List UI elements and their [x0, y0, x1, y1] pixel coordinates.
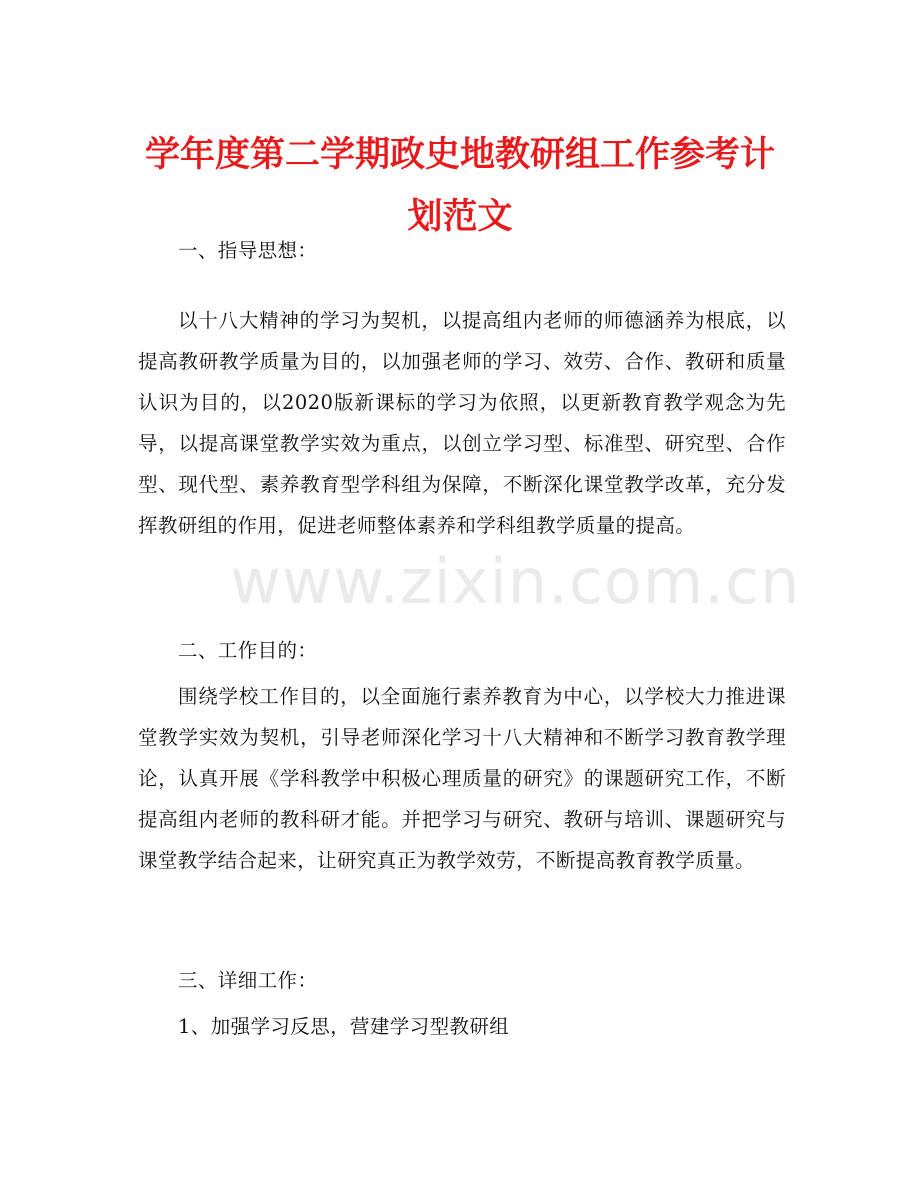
document-title-line-2: 划范文 — [407, 197, 513, 237]
section-3-subheading: 1、加强学习反思，营建学习型教研组 — [178, 1015, 510, 1038]
section-2-paragraph: 围绕学校工作目的，以全面施行素养教育为中心，以学校大力推进课堂教学实效为契机，引导老师深化学习十八大精神和不断学习教育教学理论，认真开展《学科教学中积极心理质量的研究》的课题研究工作，不断提高组内老师的教科研才能。并把学习与研究、教研与培训、课题研究与课堂教学结合起来，让研究真正为教学效劳，不断提高教育教学质量。 — [138, 685, 786, 872]
section-1-paragraph: 以十八大精神的学习为契机，以提高组内老师的师德涵养为根底，以提高教研教学质量为目的，以加强老师的学习、效劳、合作、教研和质量认识为目的，以2020版新课标的学习为依照，以更新教育教学观念为先导，以提高课堂教学实效为重点，以创立学习型、标准型、研究型、合作型、现代型、素养教育型学科组为保障，不断深化课堂教学改革，充分发挥教研组的作用，促进老师整体素养和学科组教学质量的提高。 — [138, 309, 786, 537]
watermark: www.zixin.com.cn — [230, 545, 801, 618]
document-title-line-1: 学年度第二学期政史地教研组工作参考计 — [144, 135, 775, 175]
section-1-heading: 一、指导思想： — [178, 239, 318, 262]
section-3-heading: 三、详细工作： — [178, 969, 318, 992]
section-2-heading: 二、工作目的： — [178, 639, 318, 662]
